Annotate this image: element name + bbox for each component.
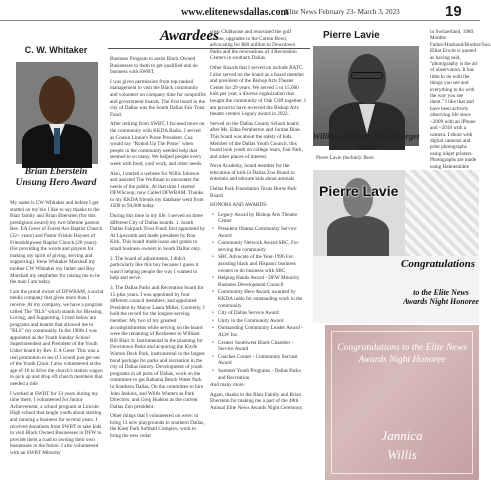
bio-paragraph: Nova Academy, board member for the education of kids in Dallas Zoo Board to entertain and educate kids about animals	[210, 163, 295, 183]
column-whitaker-bio	[10, 200, 104, 478]
honors-heading: HONORS AND AWARDS:	[210, 202, 268, 209]
column-third	[210, 29, 306, 478]
bio-paragraph: 2. The board of adjustments, I didn't particularly like this boy because I guess it wasn't helping people the way I wanted to help and serve.	[110, 255, 199, 282]
ad-congrats: Congratulations	[401, 258, 475, 270]
bio-paragraph: I worked at SWBT for 33 years during my time there, I volunteered for Junior Achievement, a school program at Lincoln High school that taught youth about starting and running a business for several years. I received donations from SWBT to take kids to visit Black Owned Businesses in DFW to provide them a road to owning their own businesses in the future. I also volunteered with an SWBT Minority	[10, 390, 102, 456]
bio-paragraph: Also, I started a website for Willis Johnson and assisted The Wolfman to encounter the needs of the public. At that time I started DFWScoop, now Called DFWBAM. Thanks to my KKDA friends my database went from 1500 to 94,000 today.	[110, 170, 204, 210]
honor-item: • Community Network Award-SBC, For serving the community	[210, 240, 306, 253]
honor-item: • Greater Southwest Black Chamber - Service Award	[210, 340, 306, 353]
honor-item: • Unity in the Community Award	[210, 318, 306, 325]
bio-paragraph: I am the proud owner of DFWBAM, a social media company that gives more than I receive. At my company, we have a program called The "BLS" which stands for Blessing, Loving, and Supporting. I tried below are programs and boards that allowed me to "BLS" my community. In the 1960s I was appointed as the Youth Sunday School Superintendent and President of the Youth Usher board by Rev. E A Greer. This was a real promotion to me if I would just get out of the Youth Choir. I also volunteered at the age of 16 to drive the church's station wagon to pick up and drop off church members that needed a ride.	[10, 288, 104, 388]
honors-list	[210, 212, 306, 381]
ad-jannica-willis	[325, 325, 479, 480]
bio-paragraph: Dallas Park Foundation Texas Horse Park Board	[210, 186, 297, 199]
honor-item: • Outstanding Community Leader Award - ALW Inc.	[210, 325, 306, 338]
ad-first-name: Jannica	[381, 428, 423, 443]
portrait-whitaker	[16, 62, 98, 164]
closing-line: And many more.	[210, 382, 246, 389]
site-url: www.elitenewsdallas.com	[181, 7, 289, 18]
page-number: 19	[445, 3, 462, 20]
column-middle	[110, 56, 206, 478]
honor-item: • Coaches Corner - Community Servant Award	[210, 354, 306, 367]
issue-date: Elite News February 23- March 3, 2023	[285, 8, 400, 16]
bio-paragraph: 3. The Dallas Parks and Recreation board for 15-plus years. I was appointed by four different council members, and appointed President by Mayor Laura Miller. Currently, I hold the record for the longest-serving member. My two of my greatest accomplishments while serving on the board were the renaming of Rochester to William Bill Blair Jr. Instrumental in the planning for Downtown Parks and acquiring the Klyde Warren Deck Park, instrumental in the largest bond package for parks and recreation in the city of Dallas history. Development of youth programs in all parts of Dallas, work on the committee to get Bahama Beach Water Park in Southern Dallas. On the committee to hire John Jenkins, and Willis Winters as Park Directors, and Greg Hudson as the current Dallas Zoo president.	[110, 285, 205, 410]
bio-paragraph: crest Clubhouse and renovated the golf course, upgrades to the Cotton Bowl, advocating for $80 million to Downtown Parks and the renovations of 4 Recreation Centers in southern Dallas.	[210, 29, 297, 62]
ad-pierre-lavie	[313, 170, 479, 323]
award-caption-blair: William Blair Jr. Don't Forget Award	[312, 131, 420, 151]
bio-paragraph: Other Boards that I served on include BATC. I also served on the board as a board member and president of the Bishop Arts Theater Center for 29 years. We served 5 to 15,000 kids per year, a diverse organization that bought the community of Oak Cliff together. I am proud to have received the Bishop Arts theater centers Legacy award in 2022.	[210, 64, 306, 118]
section-title: Awardees	[160, 28, 219, 44]
profile-name-lavie: Pierre Lavie	[323, 30, 380, 41]
ad-last-name: Willis	[387, 447, 417, 462]
bio-paragraph: Business Program to assist Black Owned Businesses to them to get qualified and do business with SWBT.	[110, 56, 198, 76]
bio-paragraph: My name is CW Whitaker and before I get started on my bio I like to say thanks to the Blair family and Brian Eberstien (for this prestigious award) my two-lifetime pastors Rev. EA Greer of Forest Ave Baptist Church (32+ years) and Pastor Frisbie Haynes of Friendshipwest Baptist Church (28 years) (for providing the words and prayers for making my spirit of giving, serving and supporting). Irene Whitaker Marshall my mother CW Whitaker my father and Roy Marshall my stepfather for raising me to be the man I am today.	[10, 200, 103, 286]
lavie-bio-start: Pierre Lavie (he/him): Born	[316, 155, 374, 161]
bio-paragraph: During this time in my life, I served on three different City of Dallas boards. 1. South Dallas Fairpark Trust Fund, first appointed by Al Lipscomb and made president by Ron Kirk. This board made loans and grants to small business owners in South Dallas only.	[110, 213, 206, 253]
honor-item: • Summer Youth Programs - Dallas Parks and Recreation	[210, 368, 306, 381]
bio-paragraph: I was given permission from top-ranked management to visit the Black community and volunteer on company time for nonprofits and government boards. The first board in the city of Dallas was the South Dallas Fair Trust Fund.	[110, 78, 206, 118]
honor-item: • Helping Hands Award - DFW Minority Business Development Council	[210, 275, 306, 288]
ad-title: Congratulations to the Elite News Awards Night Honoree	[337, 343, 467, 365]
bio-paragraph: Other things that I volunteered on were: to bring 13 new playgrounds to southern Dallas, the Kiest Park Softball Complex, work to bring the new cedar	[110, 413, 205, 440]
honor-item: • City of Dallas Service Award	[210, 310, 306, 317]
honor-item: • SBC Advocate of the Year-1996 For assisting black and Hispanic business owners to do business with SBC	[210, 254, 306, 274]
award-caption-eberstein: Brian Eberstein Unsung Hero Award	[15, 167, 97, 188]
bio-paragraph: Served on the Dallas County School board, after Ms. Edna Pemberton and Jordan Blair. This board was about the safety of kids. Member of the Dallas Youth Council, this board took youth on college tours, Fair Park, and other places of interest.	[210, 120, 303, 160]
ad-pattern	[405, 170, 479, 256]
column-lavie-bio: in Switzerland, 1980. Months Father/Husband/Brother/Son. Elliot Erwitt is quoted as having said, "photography is the art of observation. It has little to do with the things you see and everything to do with the way you see them." I like that and have been actively observing life since ~2009 with an iPhone and ~2018 with a camera. I shoot with digital cameras and print photographs using inkjet printers. Photographs are made using Hahnemühle	[430, 29, 491, 170]
page-header	[0, 0, 480, 22]
bio-paragraph: After retiring from SWBT, I focused more on the community with KKDA Radio. I served as Cousin Linnie's Posse President. Cuz would say "Round Up The Posse" when people in the community needed help that seemed to so many. We helped people every week with food, yard work, and other needs.	[110, 121, 205, 167]
closing-line: Again, thanks to the Blair Family and Brian Eberstein for making me a part of the 48th Annual Elite News Awards Night Ceremony.	[210, 391, 304, 411]
profile-name-whitaker: C. W. Whitaker	[24, 45, 88, 55]
header-rule	[0, 20, 480, 21]
ad-name: Pierre Lavie	[319, 183, 399, 199]
honor-item: • President Obama Community Service Award	[210, 226, 306, 239]
ad-award-text: to the Elite News Awards Night Honoree	[403, 288, 479, 306]
honor-item: • Legacy Award by Bishop Arts Theatre Center	[210, 212, 306, 225]
honor-item: • Community Hero Award, awarded by KKDA radio for outstanding work in the community	[210, 289, 306, 309]
